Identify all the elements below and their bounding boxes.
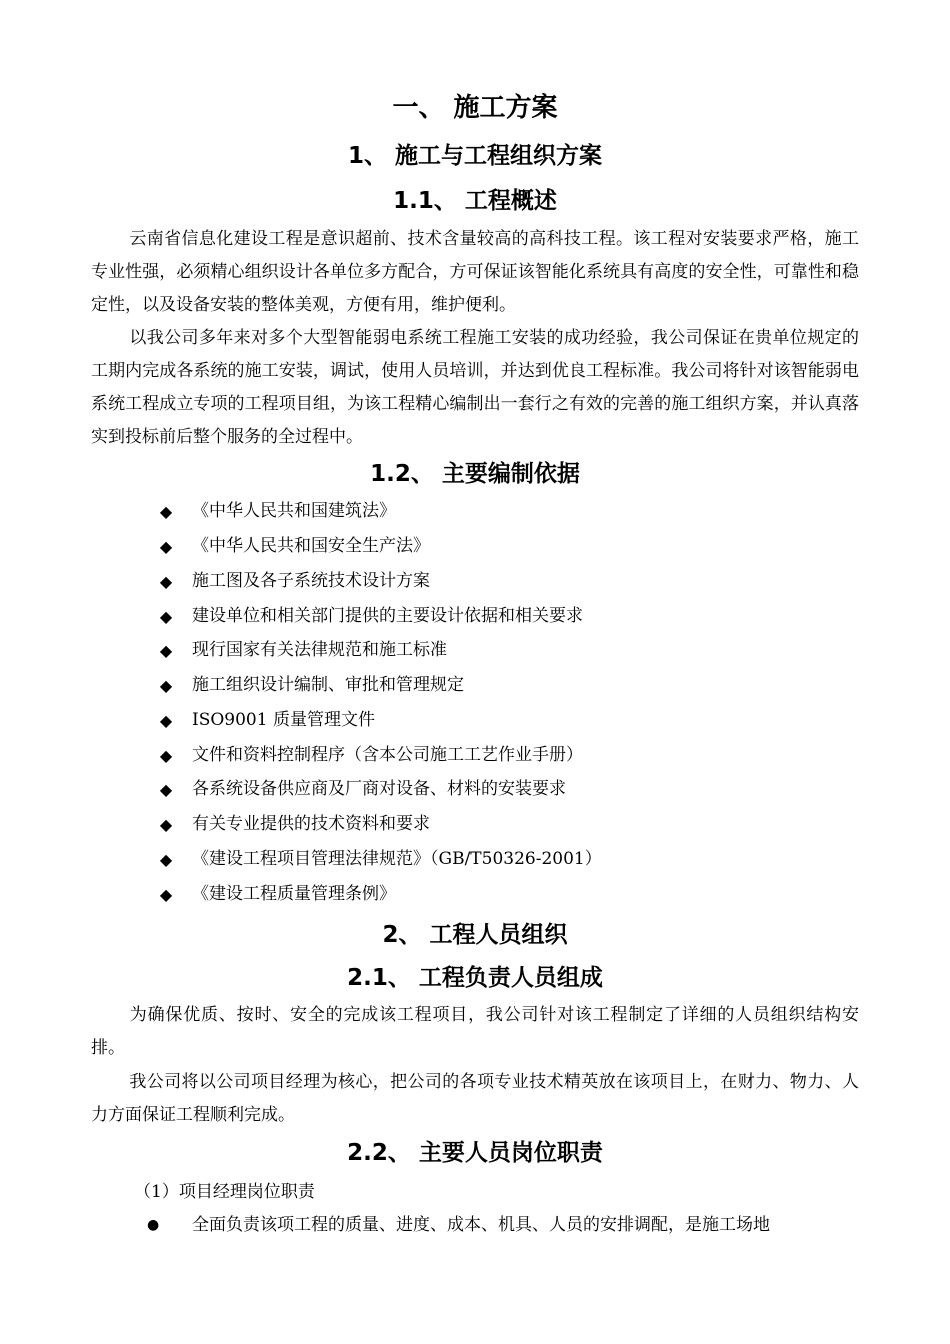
list-item: ◆ 文件和资料控制程序（含本公司施工工艺作业手册） bbox=[0, 739, 950, 772]
section-heading-1-1: 1.1、 工程概述 bbox=[393, 188, 557, 214]
list-item: ◆ 《建设工程项目管理法律规范》（GB/T50326-2001） bbox=[0, 843, 950, 876]
staff-paragraph-1: 为确保优质、按时、安全的完成该工程项目，我公司针对该工程制定了详细的人员组织结构安排。 bbox=[91, 1005, 859, 1058]
staff-paragraph-2: 我公司将以公司项目经理为核心，把公司的各项专业技术精英放在该项目上，在财力、物力、人力方面保证工程顺利完成。 bbox=[91, 1072, 859, 1125]
section-heading-2: 2、 工程人员组织 bbox=[382, 922, 568, 948]
document-page: 一、 施工方案 1、 施工与工程组织方案 1.1、 工程概述 云南省信息化建设工程是意识超前、技术含量较高的高科技工程。该工程对安装要求严格，施工专业性强，必须精心组织设计各单位多方配合，方可保证该智能化系统具有高度的安全性，可靠性和稳定性，以及设备安装的整体美观，方便有用，维护便利。 以我公司多年来对多个大型智能弱电系统工程施工安装的成功经验，我公司保证在贵单位规定的工期内完成各系统的施工安装，调试，使用人员培训，并达到优良工程标准。我公司将针对该智能弱电系统工程成立专项的工程项目组，为该工程精心编制出一套行之有效的完善的施工组织方案，并认真落实到投标前后整个服务的全过程中。 1.2、 主要编制依据 ◆ 《中华人民共和国建筑法》 ◆ 《中华人民共和国安全生产法》 ◆ 施工图及各子系统技术设计方案 ◆ 建设单位和相关部门提供的主要设计依据和相关要求 ◆ 现行国家有关法律规范和施工标准 ◆ 施工组织设计编制、审批和管理规定 ◆ ISO9001 质量管理文件 ◆ 文件和资料控制程序（含本公司施工工艺作业手册） ◆ 各系统设备供应商及厂商对设备、材料的安装要求 ◆ 有关专业提供的技术资料和要求 ◆ 《建设工程项目管理法律规范》（GB/T50326-2001） ◆ 《建设工程质量管理条例》 2、 工程人员组织 2.1、 工程负责人员组成 为确保优质、按时、安全的完成该工程项目，我公司针对该工程制定了详细的人员组织结构安排。 我公司将以公司项目经理为核心，把公司的各项专业技术精英放在该项目上，在财力、物力、人力方面保证工程顺利完成。 2.2、 主要人员岗位职责 （1）项目经理岗位职责 ● 全面负责该项工程的质量、进度、成本、机具、人员的安排调配，是施工场地 bbox=[0, 0, 950, 1344]
list-item: ◆ 有关专业提供的技术资料和要求 bbox=[0, 808, 950, 841]
diamond-bullet-icon: ◆ bbox=[159, 746, 173, 765]
list-item: ◆ 现行国家有关法律规范和施工标准 bbox=[0, 634, 950, 667]
diamond-bullet-icon: ◆ bbox=[159, 676, 173, 695]
diamond-bullet-icon: ◆ bbox=[159, 502, 173, 521]
overview-paragraph-1: 云南省信息化建设工程是意识超前、技术含量较高的高科技工程。该工程对安装要求严格，施工专业性强，必须精心组织设计各单位多方配合，方可保证该智能化系统具有高度的安全性，可靠性和稳定性，以及设备安装的整体美观，方便有用，维护便利。 bbox=[91, 229, 859, 315]
list-item: ◆ 各系统设备供应商及厂商对设备、材料的安装要求 bbox=[0, 773, 950, 806]
list-item: ◆ 施工图及各子系统技术设计方案 bbox=[0, 565, 950, 598]
section-heading-2-2: 2.2、 主要人员岗位职责 bbox=[347, 1140, 603, 1166]
diamond-bullet-icon: ◆ bbox=[159, 815, 173, 834]
section-heading-2-1: 2.1、 工程负责人员组成 bbox=[347, 965, 603, 991]
list-item: ◆ 《中华人民共和国建筑法》 bbox=[0, 495, 950, 528]
pm-duties-subheading: （1）项目经理岗位职责 bbox=[134, 1182, 315, 1202]
diamond-bullet-icon: ◆ bbox=[159, 885, 173, 904]
list-item: ◆ ISO9001 质量管理文件 bbox=[0, 704, 950, 737]
diamond-bullet-icon: ◆ bbox=[159, 780, 173, 799]
round-bullet-icon: ● bbox=[147, 1217, 160, 1233]
diamond-bullet-icon: ◆ bbox=[159, 711, 173, 730]
list-item: ◆ 建设单位和相关部门提供的主要设计依据和相关要求 bbox=[0, 600, 950, 633]
list-item: ◆ 施工组织设计编制、审批和管理规定 bbox=[0, 669, 950, 702]
diamond-bullet-icon: ◆ bbox=[159, 572, 173, 591]
diamond-bullet-icon: ◆ bbox=[159, 537, 173, 556]
chapter-title: 一、 施工方案 bbox=[392, 93, 558, 123]
section-heading-1: 1、 施工与工程组织方案 bbox=[347, 143, 602, 169]
list-item: ◆ 《建设工程质量管理条例》 bbox=[0, 878, 950, 911]
diamond-bullet-icon: ◆ bbox=[159, 641, 173, 660]
overview-paragraph-2: 以我公司多年来对多个大型智能弱电系统工程施工安装的成功经验，我公司保证在贵单位规定的工期内完成各系统的施工安装，调试，使用人员培训，并达到优良工程标准。我公司将针对该智能弱电系统工程成立专项的工程项目组，为该工程精心编制出一套行之有效的完善的施工组织方案，并认真落实到投标前后整个服务的全过程中。 bbox=[91, 328, 859, 447]
section-heading-1-2: 1.2、 主要编制依据 bbox=[370, 461, 580, 487]
diamond-bullet-icon: ◆ bbox=[159, 607, 173, 626]
diamond-bullet-icon: ◆ bbox=[159, 850, 173, 869]
list-item: ◆ 《中华人民共和国安全生产法》 bbox=[0, 530, 950, 563]
